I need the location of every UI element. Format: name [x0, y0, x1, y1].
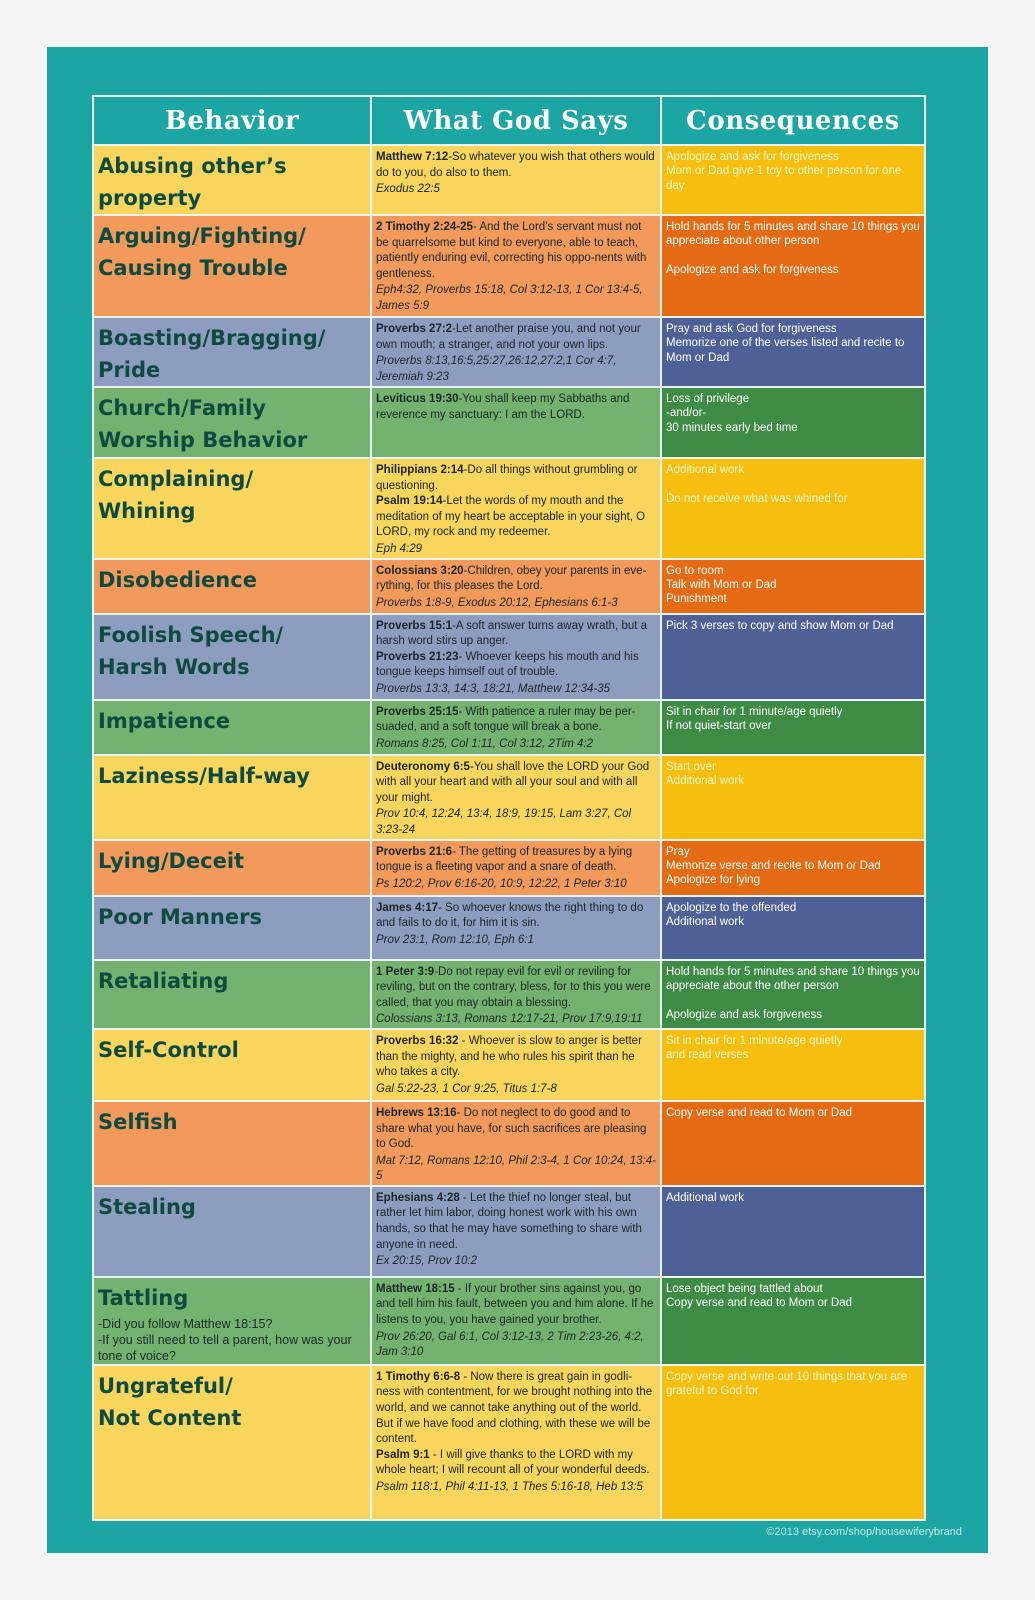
verse-text: - The getting of treasures by a lying tongue is a fleeting vapor and a snare of death.	[376, 845, 633, 874]
behavior-chart	[92, 95, 926, 1521]
consequences-cell: Sit in chair for 1 minute/age quietly If not quiet-start over	[661, 700, 925, 755]
verse-reference: Proverbs 16:32	[376, 1034, 459, 1047]
verse	[376, 463, 656, 494]
related-verses: Romans 8:25, Col 1:11, Col 3:12, 2Tim 4:2	[376, 737, 594, 750]
behavior-name: Tattling	[98, 1285, 189, 1310]
verse-reference: Matthew 7:12	[376, 151, 449, 163]
consequences-cell: Pray Memorize verse and recite to Mom or Dad Apologize for lying	[661, 840, 925, 896]
behavior-cell	[93, 755, 371, 840]
consequences-cell: Apologize and ask for forgiveness Mom or Dad give 1 toy to other person for one day	[661, 145, 925, 215]
behavior-row	[93, 317, 925, 387]
scripture-cell	[371, 145, 661, 215]
behavior-name: Impatience	[98, 708, 231, 733]
verse-reference: Deuteronomy 6:5	[376, 760, 470, 773]
scripture-cell	[371, 559, 661, 614]
behavior-row	[93, 614, 925, 700]
verse-reference: James 4:17	[376, 901, 439, 914]
verse	[376, 1448, 656, 1479]
scripture-cell	[371, 458, 661, 559]
verse-reference: Hebrews 13:16	[376, 1106, 457, 1119]
behavior-row	[93, 387, 925, 458]
related-verses: Proverbs 1:8-9, Exodus 20:12, Ephesians 6:1-3	[376, 596, 618, 609]
scripture-cell	[371, 317, 661, 387]
scripture-cell	[371, 896, 661, 960]
verse	[376, 1034, 656, 1081]
verse	[376, 650, 656, 681]
verse	[376, 901, 656, 932]
related-verses: Ps 120:2, Prov 6:16-20, 10:9, 12:22, 1 Peter 3:10	[376, 877, 627, 890]
scripture-cell	[371, 215, 661, 317]
scripture-cell	[371, 1101, 661, 1186]
verse-reference: Colossians 3:20	[376, 564, 464, 577]
behavior-cell	[93, 896, 371, 960]
consequences-cell: Go to room Talk with Mom or Dad Punishment	[661, 559, 925, 614]
scripture-cell	[371, 614, 661, 700]
verse-text: -Let the words of my mouth and the meditation of my heart be acceptable in your sight, O LORD, my rock and my redeemer.	[376, 495, 646, 539]
behavior-name: Abusing other’s property	[98, 154, 287, 210]
verse	[376, 619, 656, 650]
behavior-cell	[93, 1101, 371, 1186]
behavior-name: Stealing	[98, 1194, 196, 1219]
behavior-name: Church/Family Worship Behavior	[98, 396, 308, 452]
related-verses: Proverbs 13:3, 14:3, 18:21, Matthew 12:34-35	[376, 682, 610, 695]
verse	[376, 1282, 656, 1329]
consequences-cell: Additional work Do not receive what was whined for	[661, 458, 925, 559]
verse-text: - Whoever is slow to anger is better than the mighty, and he who rules his spirit than he who takes a city.	[376, 1034, 642, 1079]
related-verses: Gal 5:22-23, 1 Cor 9:25, Titus 1:7-8	[376, 1082, 557, 1095]
verse	[376, 1370, 656, 1448]
consequences-cell: Apologize to the offended Additional work	[661, 896, 925, 960]
verse-text: -You shall keep my Sabbaths and reverence my sanctuary: I am the LORD.	[376, 393, 630, 421]
consequences-cell: Hold hands for 5 minutes and share 10 things you appreciate about other person Apologize and ask for forgiveness	[661, 215, 925, 317]
chart-body	[93, 145, 925, 1520]
verse-text: - Now there is great gain in godli-ness with contentment, for we brought nothing into the world, and we cannot take anything out of the world. But if we have food and clothing, with these we will be content.	[376, 1370, 653, 1446]
consequences-cell: Loss of privilege -and/or- 30 minutes early bed time	[661, 387, 925, 458]
behavior-name: Self-Control	[98, 1037, 239, 1062]
verse-reference: Ephesians 4:28	[376, 1191, 460, 1204]
verse-text: - Whoever keeps his mouth and his tongue keeps himself out of trouble.	[376, 650, 639, 679]
behavior-row	[93, 145, 925, 215]
behavior-row	[93, 840, 925, 896]
scripture-cell	[371, 960, 661, 1029]
scripture-cell	[371, 840, 661, 896]
verse-reference: Proverbs 21:6	[376, 845, 453, 858]
verse-reference: Proverbs 21:23	[376, 650, 459, 663]
behavior-row	[93, 1186, 925, 1277]
behavior-cell	[93, 215, 371, 317]
behavior-cell	[93, 614, 371, 700]
behavior-cell	[93, 840, 371, 896]
verse-reference: Psalm 19:14	[376, 495, 443, 508]
verse	[376, 150, 656, 181]
verse	[376, 845, 656, 876]
verse	[376, 564, 656, 595]
behavior-row	[93, 700, 925, 755]
verse	[376, 392, 656, 423]
verse-reference: Proverbs 15:1	[376, 619, 453, 632]
behavior-name: Laziness/Half-way	[98, 763, 310, 788]
verse	[376, 705, 656, 736]
behavior-name: Disobedience	[98, 567, 257, 592]
behavior-name: Poor Manners	[98, 904, 262, 929]
verse-reference: 2 Timothy 2:24-25	[376, 221, 473, 233]
related-verses: Ex 20:15, Prov 10:2	[376, 1255, 478, 1268]
behavior-cell	[93, 1186, 371, 1277]
scripture-cell	[371, 1277, 661, 1365]
consequences-cell: Sit in chair for 1 minute/age quietly and read verses	[661, 1029, 925, 1101]
consequences-cell: Pray and ask God for forgiveness Memorize one of the verses listed and recite to Mom or Dad	[661, 317, 925, 387]
verse-reference: 1 Peter 3:9	[376, 965, 435, 978]
verse-text: -So whatever you wish that others would do to you, do also to them.	[376, 151, 655, 179]
behavior-name: Complaining/ Whining	[98, 467, 254, 523]
scripture-cell	[371, 755, 661, 840]
scripture-cell	[371, 1186, 661, 1277]
scripture-cell	[371, 1029, 661, 1101]
behavior-cell	[93, 1277, 371, 1365]
verse-text: - And the Lord’s servant must not be quarrelsome but kind to everyone, able to teach, patiently enduring evil, correcting his oppo-nents with gentleness.	[376, 221, 647, 280]
verse	[376, 1191, 656, 1253]
behavior-row	[93, 960, 925, 1029]
verse-text: -You shall love the LORD your God with all your heart and with all your soul and with all your might.	[376, 760, 650, 804]
behavior-cell	[93, 1029, 371, 1101]
behavior-name: Lying/Deceit	[98, 848, 245, 873]
consequences-cell: Start over Additional work	[661, 755, 925, 840]
related-verses: Eph 4:29	[376, 542, 423, 555]
related-verses: Colossians 3:13, Romans 12:17-21, Prov 17:9,19:11	[376, 1013, 643, 1026]
verse	[376, 965, 656, 1012]
header-consequences: Consequences	[661, 96, 925, 145]
verse-text: - If your brother sins against you, go and tell him his fault, between you and him alone. If he listens to you, you have gained your brother.	[376, 1282, 654, 1327]
consequences-cell: Hold hands for 5 minutes and share 10 things you appreciate about the other person Apologize and ask forgiveness	[661, 960, 925, 1029]
related-verses: Prov 26:20, Gal 6:1, Col 3:12-13, 2 Tim 2:23-26, 4:2, Jam 3:10	[376, 1330, 644, 1359]
consequences-cell: Pick 3 verses to copy and show Mom or Dad	[661, 614, 925, 700]
behavior-cell	[93, 387, 371, 458]
behavior-row	[93, 755, 925, 840]
behavior-cell	[93, 145, 371, 215]
scripture-cell	[371, 1365, 661, 1520]
behavior-row	[93, 1277, 925, 1365]
behavior-cell	[93, 317, 371, 387]
verse-reference: Philippians 2:14	[376, 464, 464, 476]
related-verses: Prov 23:1, Rom 12:10, Eph 6:1	[376, 933, 534, 946]
consequences-cell: Copy verse and read to Mom or Dad	[661, 1101, 925, 1186]
behavior-name: Selfish	[98, 1109, 178, 1134]
related-verses: Prov 10:4, 12:24, 13:4, 18:9, 19:15, Lam 3:27, Col 3:23-24	[376, 808, 632, 836]
verse-text: - I will give thanks to the LORD with my whole heart; I will recount all of your wonderful deeds.	[376, 1448, 650, 1477]
consequences-cell: Additional work	[661, 1186, 925, 1277]
related-verses: Mat 7:12, Romans 12:10, Phil 2:3-4, 1 Cor 10:24, 13:4-5	[376, 1154, 656, 1183]
behavior-name: Foolish Speech/ Harsh Words	[98, 622, 284, 679]
verse	[376, 494, 656, 541]
verse	[376, 760, 656, 807]
copyright-footer: ©2013 etsy.com/shop/housewiferybrand	[766, 1526, 962, 1538]
behavior-name: Arguing/Fighting/ Causing Trouble	[98, 224, 306, 280]
behavior-name: Retaliating	[98, 968, 229, 993]
poster	[47, 47, 988, 1553]
behavior-note: -Did you follow Matthew 18:15? -If you still need to tell a parent, how was your tone of voice?	[98, 1316, 352, 1363]
verse-text: -A soft answer turns away wrath, but a harsh word stirs up anger.	[376, 619, 648, 648]
verse-reference: Leviticus 19:30	[376, 393, 459, 405]
verse	[376, 1106, 656, 1153]
behavior-cell	[93, 700, 371, 755]
verse-text: - Let the thief no longer steal, but rather let him labor, doing honest work with his own hands, so that he may have something to share with anyone in need.	[376, 1191, 642, 1251]
header-row	[93, 96, 925, 145]
verse-text: -Do not repay evil for evil or reviling for reviling, but on the contrary, bless, for to this you were called, that you may obtain a blessing.	[376, 965, 651, 1009]
verse-reference: 1 Timothy 6:6-8	[376, 1370, 461, 1383]
behavior-row	[93, 215, 925, 317]
behavior-row	[93, 458, 925, 559]
verse-reference: Proverbs 25:15	[376, 705, 459, 718]
behavior-row	[93, 559, 925, 614]
scripture-cell	[371, 387, 661, 458]
behavior-cell	[93, 960, 371, 1029]
behavior-cell	[93, 1365, 371, 1520]
behavior-row	[93, 1101, 925, 1186]
related-verses: Psalm 118:1, Phil 4:11-13, 1 Thes 5:16-18, Heb 13:5	[376, 1481, 643, 1494]
behavior-row	[93, 896, 925, 960]
header-behavior: Behavior	[93, 96, 371, 145]
behavior-cell	[93, 559, 371, 614]
behavior-cell	[93, 458, 371, 559]
consequences-cell: Lose object being tattled about Copy verse and read to Mom or Dad	[661, 1277, 925, 1365]
verse-reference: Matthew 18:15	[376, 1282, 455, 1295]
related-verses: Proverbs 8:13,16:5,25:27,26:12,27:2,1 Cor 4:7, Jeremiah 9:23	[376, 355, 617, 383]
verse-reference: Proverbs 27:2	[376, 323, 453, 335]
behavior-name: Ungrateful/ Not Content	[98, 1373, 242, 1430]
verse-reference: Psalm 9:1	[376, 1448, 430, 1461]
behavior-row	[93, 1029, 925, 1101]
behavior-row	[93, 1365, 925, 1520]
verse	[376, 322, 656, 353]
verse	[376, 220, 656, 282]
verse-text: -Let another praise you, and not your own mouth; a stranger, and not your own lips.	[376, 323, 641, 351]
verse-text: - Do not neglect to do good and to share what you have, for such sacrifices are pleasing to God.	[376, 1106, 647, 1151]
consequences-cell: Copy verse and write out 10 things that you are grateful to God for	[661, 1365, 925, 1520]
verse-text: - With patience a ruler may be per-suaded, and a soft tongue will break a bone.	[376, 705, 636, 734]
behavior-name: Boasting/Bragging/ Pride	[98, 326, 326, 382]
header-god-says: What God Says	[371, 96, 661, 145]
related-verses: Eph4:32, Proverbs 15:18, Col 3:12-13, 1 Cor 13:4-5, James 5:9	[376, 284, 643, 312]
related-verses: Exodus 22:5	[376, 183, 440, 196]
scripture-cell	[371, 700, 661, 755]
verse-text: - So whoever knows the right thing to do and fails to do it, for him it is sin.	[376, 901, 644, 930]
verse-text: -Do all things without grumbling or questioning.	[376, 464, 638, 492]
verse-text: -Children, obey your parents in eve-rything, for this pleases the Lord.	[376, 564, 647, 593]
